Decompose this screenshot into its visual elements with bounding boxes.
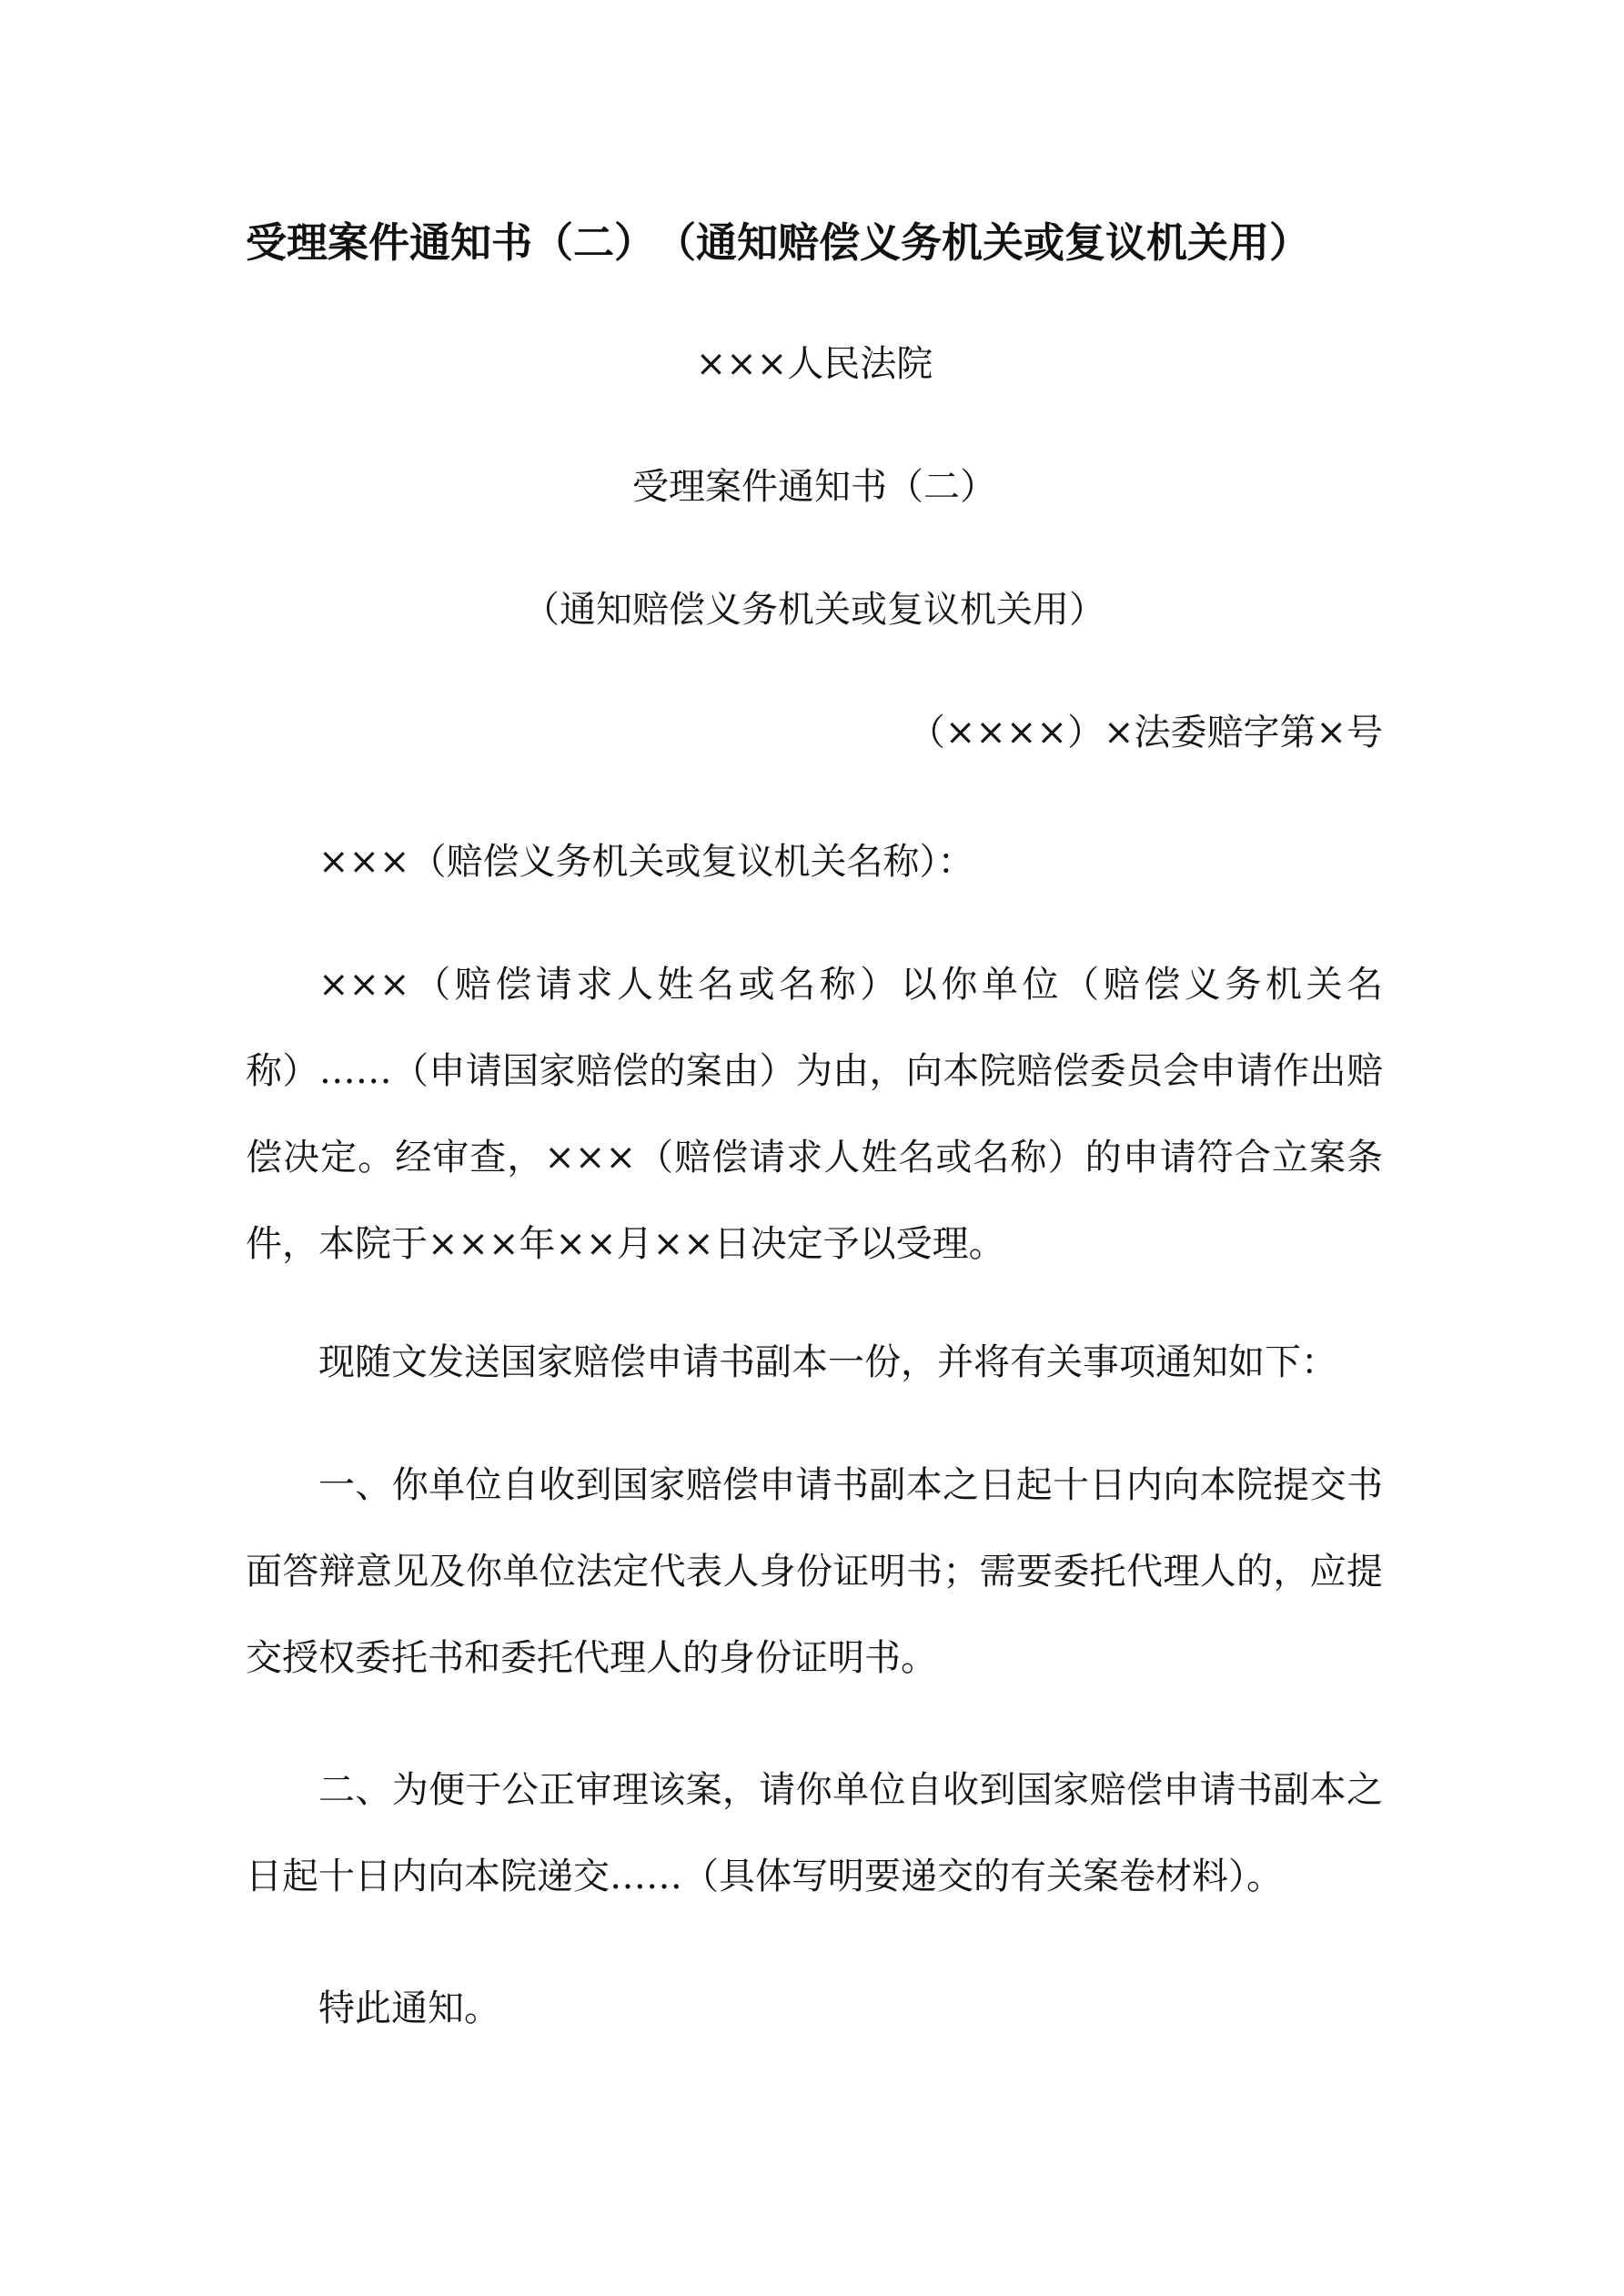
body-paragraph-acceptance: ×××（赔偿请求人姓名或名称）以你单位（赔偿义务机关名称）……（申请国家赔偿的案由）为由，向本院赔偿委员会申请作出赔偿决定。经审查，×××（赔偿请求人姓名或名称）的申请符合立案条件，本院于×××年××月××日决定予以受理。: [246, 964, 1383, 1265]
closing-line: 特此通知。: [318, 1988, 500, 2029]
body-paragraph-item-one: 一、你单位自收到国家赔偿申请书副本之日起十日内向本院提交书面答辩意见及你单位法定代表人身份证明书；需要委托代理人的，应提交授权委托书和委托代理人的身份证明书。: [246, 1464, 1383, 1679]
addressee-line: ×××（赔偿义务机关或复议机关名称）：: [318, 841, 974, 883]
notice-name: 受理案件通知书（二）: [632, 466, 996, 508]
court-name: ×××人民法院: [695, 343, 933, 385]
case-number: （××××）×法委赔字第×号: [908, 712, 1383, 754]
document-title: 受理案件通知书（二） （通知赔偿义务机关或复议机关用）: [246, 218, 1311, 267]
body-paragraph-intro: 现随文发送国家赔偿申请书副本一份，并将有关事项通知如下：: [318, 1341, 1337, 1383]
notice-subtitle: （通知赔偿义务机关或复议机关用）: [523, 589, 1105, 631]
body-paragraph-item-two: 二、为便于公正审理该案，请你单位自收到国家赔偿申请书副本之日起十日内向本院递交……（具体写明要递交的有关案卷材料）。: [246, 1769, 1383, 1897]
